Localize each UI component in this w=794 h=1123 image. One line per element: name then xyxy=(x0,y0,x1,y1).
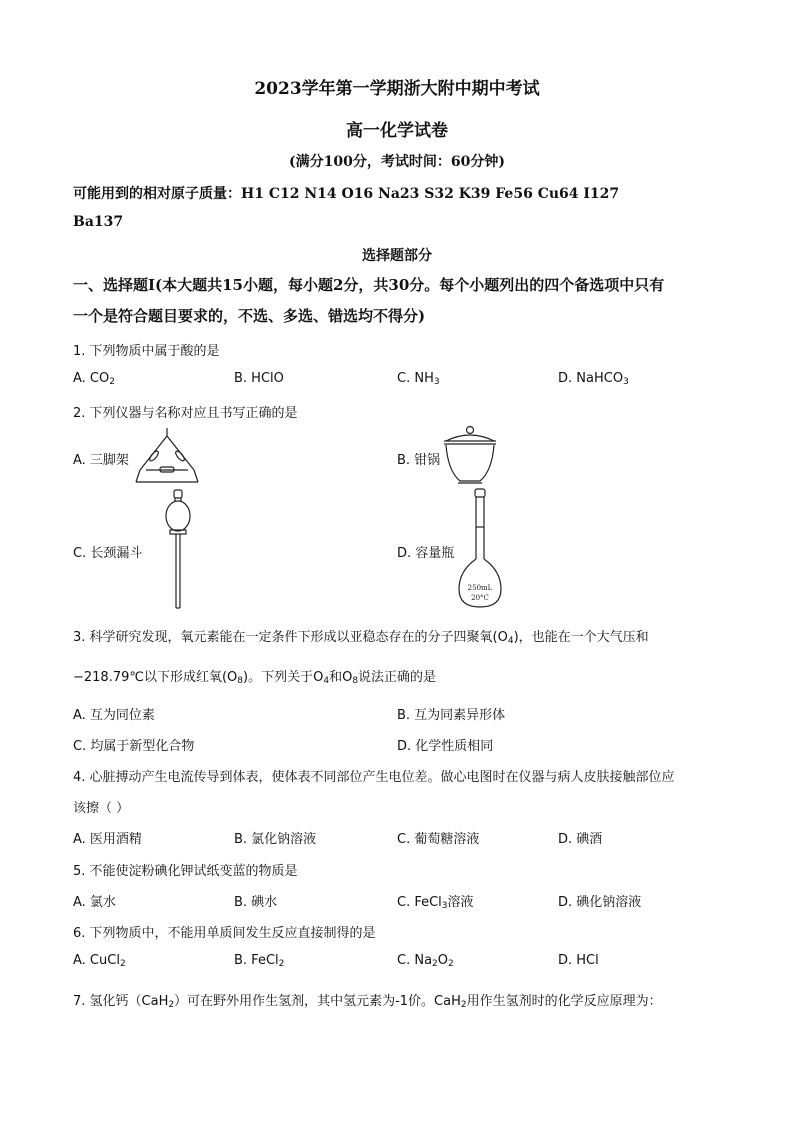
exam-title: 2023学年第一学期浙大附中期中考试 xyxy=(254,79,540,99)
q4-option-c: C. 葡萄糖溶液 xyxy=(397,832,480,847)
q6-option-b: B. FeCl$_2$ xyxy=(234,953,285,969)
q5-stem: 5. 不能使淀粉碘化钾试纸变蓝的物质是 xyxy=(73,864,298,879)
q4-option-b: B. 氯化钠溶液 xyxy=(234,832,317,847)
q1-option-a: A. $CO_2$ xyxy=(73,371,115,387)
exam-subject: 高一化学试卷 xyxy=(346,121,448,141)
q5-option-d: D. 碘化钠溶液 xyxy=(558,895,642,910)
q2-option-c: C. 长颈漏斗 xyxy=(73,546,143,561)
q1-option-b: B. HClO xyxy=(234,371,284,386)
q2-option-a: A. 三脚架 xyxy=(73,453,129,468)
volumetric-flask-illustration xyxy=(455,487,505,612)
section-instruction-line2: 一个是符合题目要求的，不选、多选、错选均不得分) xyxy=(73,307,426,325)
q5-option-b: B. 碘水 xyxy=(234,895,278,910)
section-title: 选择题部分 xyxy=(362,248,432,264)
funnel-illustration xyxy=(158,488,198,612)
section-instruction-line1: 一、选择题Ⅰ(本大题共15小题，每小题2分，共30分。每个小题列出的四个备选项中只有 xyxy=(73,276,665,294)
q7-stem: 7. 氢化钙（CaH$_2$）可在野外用作生氢剂，其中氢元素为-1价。CaH$_2$用作生氢剂时的化学反应原理为： xyxy=(73,994,662,1010)
q3-option-b: B. 互为同素异形体 xyxy=(397,708,506,723)
q6-option-c: C. $Na_2O_2$ xyxy=(397,953,454,969)
atomic-masses-line1: 可能用到的相对原子质量：H1 C12 N14 O16 Na23 S32 K39 Fe56 Cu64 I127 xyxy=(73,186,620,202)
q6-option-a: A. CuCl$_2$ xyxy=(73,953,126,969)
q3-stem-line1: 3. 科学研究发现，氧元素能在一定条件下形成以亚稳态存在的分子四聚氧$(O_4)$，也能在一个大气压和 xyxy=(73,630,649,646)
exam-info: (满分100分，考试时间：60分钟) xyxy=(289,154,505,170)
q3-option-d: D. 化学性质相同 xyxy=(397,739,494,754)
flask-temp-label: 20°C xyxy=(471,594,489,602)
q2-stem: 2. 下列仪器与名称对应且书写正确的是 xyxy=(73,406,298,421)
tripod-illustration xyxy=(132,426,202,486)
q6-option-d: D. HCl xyxy=(558,953,599,968)
q4-option-a: A. 医用酒精 xyxy=(73,832,142,847)
flask-volume-label: 250mL xyxy=(467,584,493,592)
q6-stem: 6. 下列物质中，不能用单质间发生反应直接制得的是 xyxy=(73,926,376,941)
q3-option-c: C. 均属于新型化合物 xyxy=(73,739,195,754)
q4-stem-line2: 该擦（ ） xyxy=(73,801,130,816)
q1-stem: 1. 下列物质中属于酸的是 xyxy=(73,344,220,359)
q2-option-d: D. 容量瓶 xyxy=(397,546,455,561)
crucible-illustration xyxy=(440,425,500,487)
q2-option-b: B. 钳锅 xyxy=(397,453,441,468)
q4-option-d: D. 碘酒 xyxy=(558,832,603,847)
atomic-masses-line2: Ba137 xyxy=(73,214,124,230)
q3-option-a: A. 互为同位素 xyxy=(73,708,155,723)
q1-option-d: D. NaHCO$_3$ xyxy=(558,371,629,387)
q4-stem-line1: 4. 心脏搏动产生电流传导到体表，使体表不同部位产生电位差。做心电图时在仪器与病人皮肤接触部位应 xyxy=(73,770,675,785)
q5-option-c: C. FeCl$_3$溶液 xyxy=(397,895,474,911)
q3-stem-line2: −218.79℃以下形成红氧$(O_8)$。下列关于$O_4$和$O_8$说法正确的是 xyxy=(73,670,437,686)
q1-option-c: C. $NH_3$ xyxy=(397,371,440,387)
q5-option-a: A. 氯水 xyxy=(73,895,116,910)
